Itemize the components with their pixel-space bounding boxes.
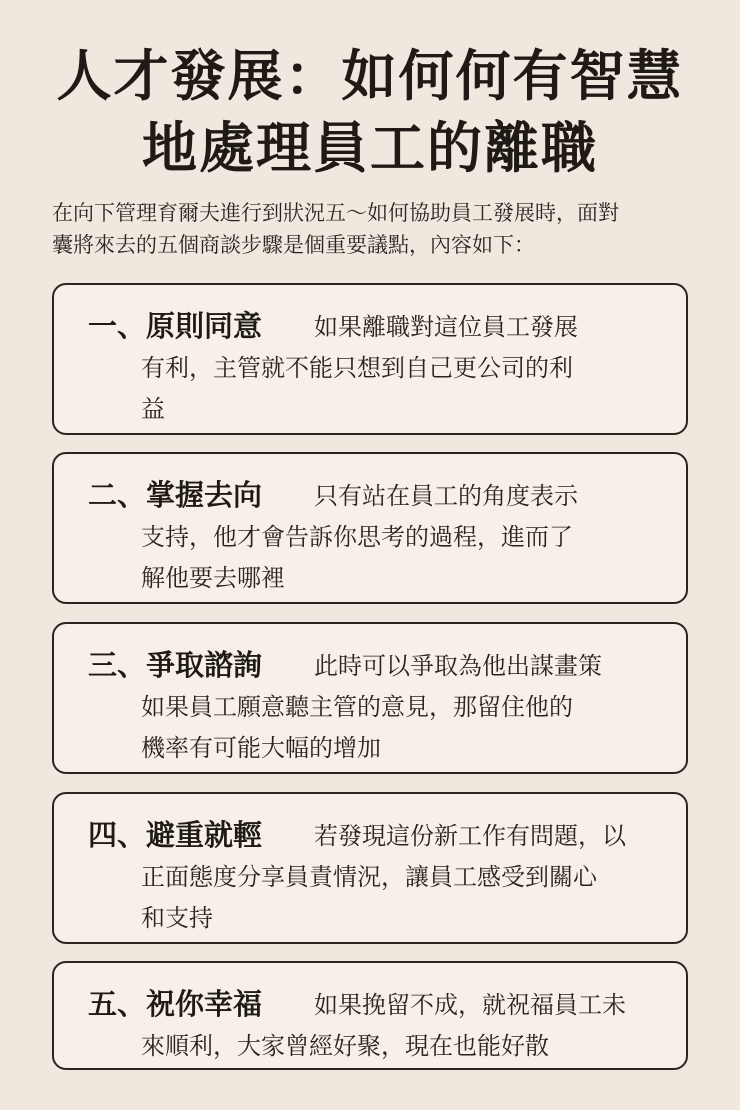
title-line-2: 地處理員工的離職 xyxy=(141,116,598,180)
step-card-3 xyxy=(52,622,688,774)
step-text-line: 正面態度分享員責情況，讓員工感受到關心 xyxy=(141,863,597,891)
step-heading: 五、祝你幸福 xyxy=(88,987,263,1021)
step-text-line: 機率有可能大幅的增加 xyxy=(141,734,381,762)
intro-line-1: 在向下管理育爾夫進行到狀況五～如何協助員工發展時，面對 xyxy=(52,201,619,225)
step-card-1 xyxy=(52,283,688,435)
step-text-line: 益 xyxy=(141,395,165,423)
step-text-line: 此時可以爭取為他出謀畫策 xyxy=(314,652,602,680)
step-text-line: 和支持 xyxy=(141,904,213,932)
step-description xyxy=(141,985,676,1067)
step-description xyxy=(141,646,676,769)
page-title xyxy=(20,40,720,184)
step-heading: 二、掌握去向 xyxy=(88,478,263,512)
step-heading: 三、爭取諮詢 xyxy=(88,648,263,682)
step-text-line: 來順利，大家曾經好聚，現在也能好散 xyxy=(141,1032,549,1060)
intro-line-2: 囊將來去的五個商談步驟是個重要議點，內容如下： xyxy=(52,233,535,257)
step-card-2 xyxy=(52,452,688,604)
intro-paragraph xyxy=(52,197,702,261)
step-heading: 四、避重就輕 xyxy=(88,818,263,852)
step-description xyxy=(141,816,676,939)
step-text-line: 如果挽留不成，就祝福員工未 xyxy=(314,991,626,1019)
step-text-line: 有利，主管就不能只想到自己更公司的利 xyxy=(141,354,573,382)
step-text-line: 如果離職對這位員工發展 xyxy=(314,313,578,341)
step-text-line: 只有站在員工的角度表示 xyxy=(314,482,578,510)
step-card-4 xyxy=(52,792,688,944)
step-description xyxy=(141,307,676,430)
step-card-5 xyxy=(52,961,688,1070)
step-description xyxy=(141,476,676,599)
step-heading: 一、原則同意 xyxy=(88,309,263,343)
title-line-1: 人才發展：如何何有智慧 xyxy=(56,44,684,108)
step-text-line: 解他要去哪裡 xyxy=(141,564,285,592)
step-text-line: 支持，他才會告訴你思考的過程，進而了 xyxy=(141,523,573,551)
step-text-line: 如果員工願意聽主管的意見，那留住他的 xyxy=(141,693,573,721)
step-text-line: 若發現這份新工作有問題，以 xyxy=(314,822,626,850)
